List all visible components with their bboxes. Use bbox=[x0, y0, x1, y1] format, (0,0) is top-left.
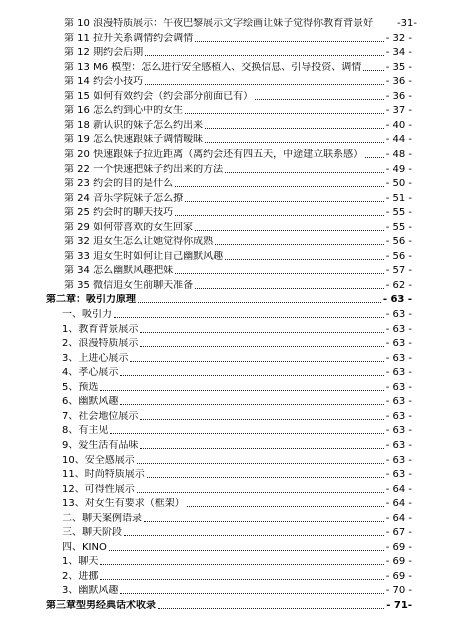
toc-entry-title: 第 24 音乐学院妹子怎么撩 bbox=[64, 192, 184, 204]
toc-entry-title: 一、吸引力 bbox=[62, 309, 112, 320]
dot-leader bbox=[138, 301, 381, 303]
toc-entry-title: 1、聊天 bbox=[62, 556, 99, 568]
dot-leader bbox=[185, 200, 384, 202]
toc-page-number: - 34 - bbox=[385, 47, 412, 59]
toc-page-number: - 71- bbox=[386, 600, 412, 611]
toc-chapter-entry[interactable] bbox=[46, 596, 412, 612]
toc-page-number: - 40 - bbox=[385, 119, 412, 131]
toc-page-number: - 49 - bbox=[385, 163, 412, 175]
toc-page-number: - 37 - bbox=[385, 105, 412, 117]
dot-leader bbox=[100, 563, 383, 565]
toc-page-number: - 63 - bbox=[385, 352, 412, 364]
toc-entry-title: 第 14 约会小技巧 bbox=[64, 76, 144, 88]
toc-entry-title: 10、安全感展示 bbox=[62, 454, 135, 466]
dot-leader bbox=[195, 229, 384, 231]
dot-leader bbox=[187, 505, 384, 507]
dot-leader bbox=[363, 69, 383, 71]
toc-entry-title: 3、上进心展示 bbox=[62, 352, 129, 364]
toc-page-number: - 63 - bbox=[385, 410, 412, 422]
dot-leader bbox=[375, 26, 395, 27]
dot-leader bbox=[215, 243, 384, 245]
toc-page-number: - 63 - bbox=[385, 454, 412, 466]
toc-page-number: - 63 - bbox=[385, 396, 412, 408]
toc-entry-title: 第 35 微信追女生前聊天准备 bbox=[64, 279, 194, 291]
dot-leader bbox=[205, 141, 384, 143]
toc-page-number: - 64 - bbox=[385, 512, 412, 524]
toc-page-number: - 63 - bbox=[385, 338, 412, 350]
dot-leader bbox=[109, 549, 384, 551]
toc-page-number: - 62 - bbox=[385, 279, 412, 291]
toc-page-number: - 56 - bbox=[385, 236, 412, 248]
toc-page-number: - 55 - bbox=[385, 221, 412, 233]
toc-page-number: - 35 - bbox=[385, 61, 412, 73]
toc-entry-title: 第二章：吸引力原理 bbox=[46, 294, 136, 306]
dot-leader bbox=[225, 258, 384, 260]
dot-leader bbox=[175, 272, 384, 274]
toc-page-number: - 64 - bbox=[385, 483, 412, 495]
dot-leader bbox=[140, 331, 383, 333]
toc-entry-title: 第 10 浪漫特质展示：午夜巴黎展示文字绘画让妹子觉得你教育背景好 bbox=[64, 18, 374, 29]
toc-entry-title: 第 16 怎么约到心中的女生 bbox=[64, 105, 184, 117]
toc-entry-title: 三、聊天阶段 bbox=[62, 527, 122, 539]
dot-leader bbox=[140, 447, 383, 449]
toc-entry-title: 9、爱生活有品味 bbox=[62, 439, 139, 451]
dot-leader bbox=[120, 374, 383, 376]
toc-entry-title: 11、时尚特质展示 bbox=[62, 469, 145, 481]
toc-entry-title: 5、预选 bbox=[62, 381, 99, 393]
dot-leader bbox=[137, 462, 384, 464]
dot-leader bbox=[130, 360, 383, 362]
dot-leader bbox=[225, 171, 384, 173]
toc-entry-title: 12、可得性展示 bbox=[62, 483, 135, 495]
dot-leader bbox=[185, 112, 384, 114]
toc-page-number: - 69 - bbox=[385, 541, 412, 553]
dot-leader bbox=[158, 607, 384, 609]
toc-entry-title: 1、教育背景展示 bbox=[62, 323, 139, 335]
toc-entry-title: 第 32 追女生怎么让她觉得你成熟 bbox=[64, 236, 214, 248]
toc-entry-title: 二、聊天案例语录 bbox=[62, 512, 142, 524]
dot-leader bbox=[140, 418, 383, 420]
toc-page-number: - 63 - bbox=[385, 309, 412, 320]
dot-leader bbox=[195, 40, 384, 42]
dot-leader bbox=[110, 432, 383, 434]
dot-leader bbox=[175, 214, 384, 216]
toc-entry-title: 第 22 一个快速把妹子约出来的方法 bbox=[64, 163, 224, 175]
dot-leader bbox=[255, 98, 384, 100]
toc-page-number: - 36 - bbox=[385, 76, 412, 88]
toc-page-number: - 56 - bbox=[385, 250, 412, 262]
toc-entry-title: 8、有主见 bbox=[62, 425, 109, 437]
toc-page-number: - 63 - bbox=[385, 469, 412, 481]
dot-leader bbox=[100, 389, 383, 391]
dot-leader bbox=[147, 476, 384, 478]
toc-entry-title: 第 29 如何带喜欢的女生回家 bbox=[64, 221, 194, 233]
toc-entry-title: 第 12 期约会后期 bbox=[64, 47, 144, 59]
toc-entry-title: 第 11 拉升关系调情约会调情 bbox=[64, 32, 194, 44]
toc-entry-title: 3、幽默风趣 bbox=[62, 585, 119, 597]
toc-entry-title: 第 33 追女生时如何让自己幽默风趣 bbox=[64, 250, 224, 262]
toc-entry-title: 第 34 怎么幽默风趣把妹 bbox=[64, 265, 174, 277]
toc-entry-title: 13、对女生有要求（框架） bbox=[62, 498, 185, 510]
toc-page-number: - 57 - bbox=[385, 265, 412, 277]
toc-entry-title: 第 20 快速跟妹子拉近距离（离约会还有四五天，中途建立联系感） bbox=[64, 148, 364, 160]
toc-page-number: - 36 - bbox=[385, 90, 412, 102]
toc-page-number: - 32 - bbox=[385, 32, 412, 44]
toc-entry-title: 第 19 怎么快速跟妹子调情暧昧 bbox=[64, 134, 204, 146]
toc-page-number: - 48 - bbox=[385, 148, 412, 160]
toc-page-number: - 63 - bbox=[385, 381, 412, 393]
toc-page-number: - 64 - bbox=[385, 498, 412, 510]
toc-entry-title: 6、幽默风趣 bbox=[62, 396, 119, 408]
dot-leader bbox=[120, 592, 383, 594]
toc-entry-title: 第 23 约会的目的是什么 bbox=[64, 178, 174, 190]
dot-leader bbox=[365, 156, 384, 158]
toc-entry-title: 四、KINO bbox=[62, 541, 107, 553]
toc-page-number: - 63 - bbox=[385, 323, 412, 335]
toc-page-number: - 63 - bbox=[385, 425, 412, 437]
toc-entry-title: 2、进挪 bbox=[62, 570, 99, 582]
dot-leader bbox=[120, 403, 383, 405]
dot-leader bbox=[100, 578, 383, 580]
toc-page-number: - 63 - bbox=[385, 439, 412, 451]
toc-entry-title: 第 25 约会时的聊天技巧 bbox=[64, 207, 174, 219]
toc-page-number: - 70 - bbox=[385, 585, 412, 597]
toc-entry-title: 第 15 如何有效约会（约会部分前面已有） bbox=[64, 90, 254, 102]
toc-entry-title: 7、社会地位展示 bbox=[62, 410, 139, 422]
dot-leader bbox=[144, 520, 384, 522]
dot-leader bbox=[175, 185, 384, 187]
toc-page-number: - 67 - bbox=[385, 527, 412, 539]
dot-leader bbox=[137, 491, 384, 493]
toc-page-number: - 55 - bbox=[385, 207, 412, 219]
toc-entry-title: 第三章型男经典话术收录 bbox=[46, 600, 156, 611]
toc-page-number: - 69 - bbox=[385, 556, 412, 568]
dot-leader bbox=[145, 83, 384, 85]
toc-page-number: - 63 - bbox=[382, 294, 412, 306]
dot-leader bbox=[140, 345, 383, 347]
toc-entry-title: 4、孝心展示 bbox=[62, 367, 119, 379]
dot-leader bbox=[195, 287, 384, 289]
toc-page-number: -31- bbox=[397, 18, 417, 29]
toc-entry-title: 2、浪漫特质展示 bbox=[62, 338, 139, 350]
toc-page-number: - 69 - bbox=[385, 570, 412, 582]
dot-leader bbox=[145, 54, 384, 56]
toc-entry-title: 第 18 新认识的妹子怎么约出来 bbox=[64, 119, 204, 131]
toc-page-number: - 63 - bbox=[385, 367, 412, 379]
dot-leader bbox=[205, 127, 384, 129]
toc-page-number: - 51 - bbox=[385, 192, 412, 204]
toc-page-number: - 44 - bbox=[385, 134, 412, 146]
toc-entry-title: 第 13 M6 模型：怎么进行安全感植入、交换信息、引导投资、调情 bbox=[64, 61, 362, 73]
dot-leader bbox=[114, 316, 384, 318]
toc-page-number: - 50 - bbox=[385, 178, 412, 190]
dot-leader bbox=[124, 534, 384, 536]
